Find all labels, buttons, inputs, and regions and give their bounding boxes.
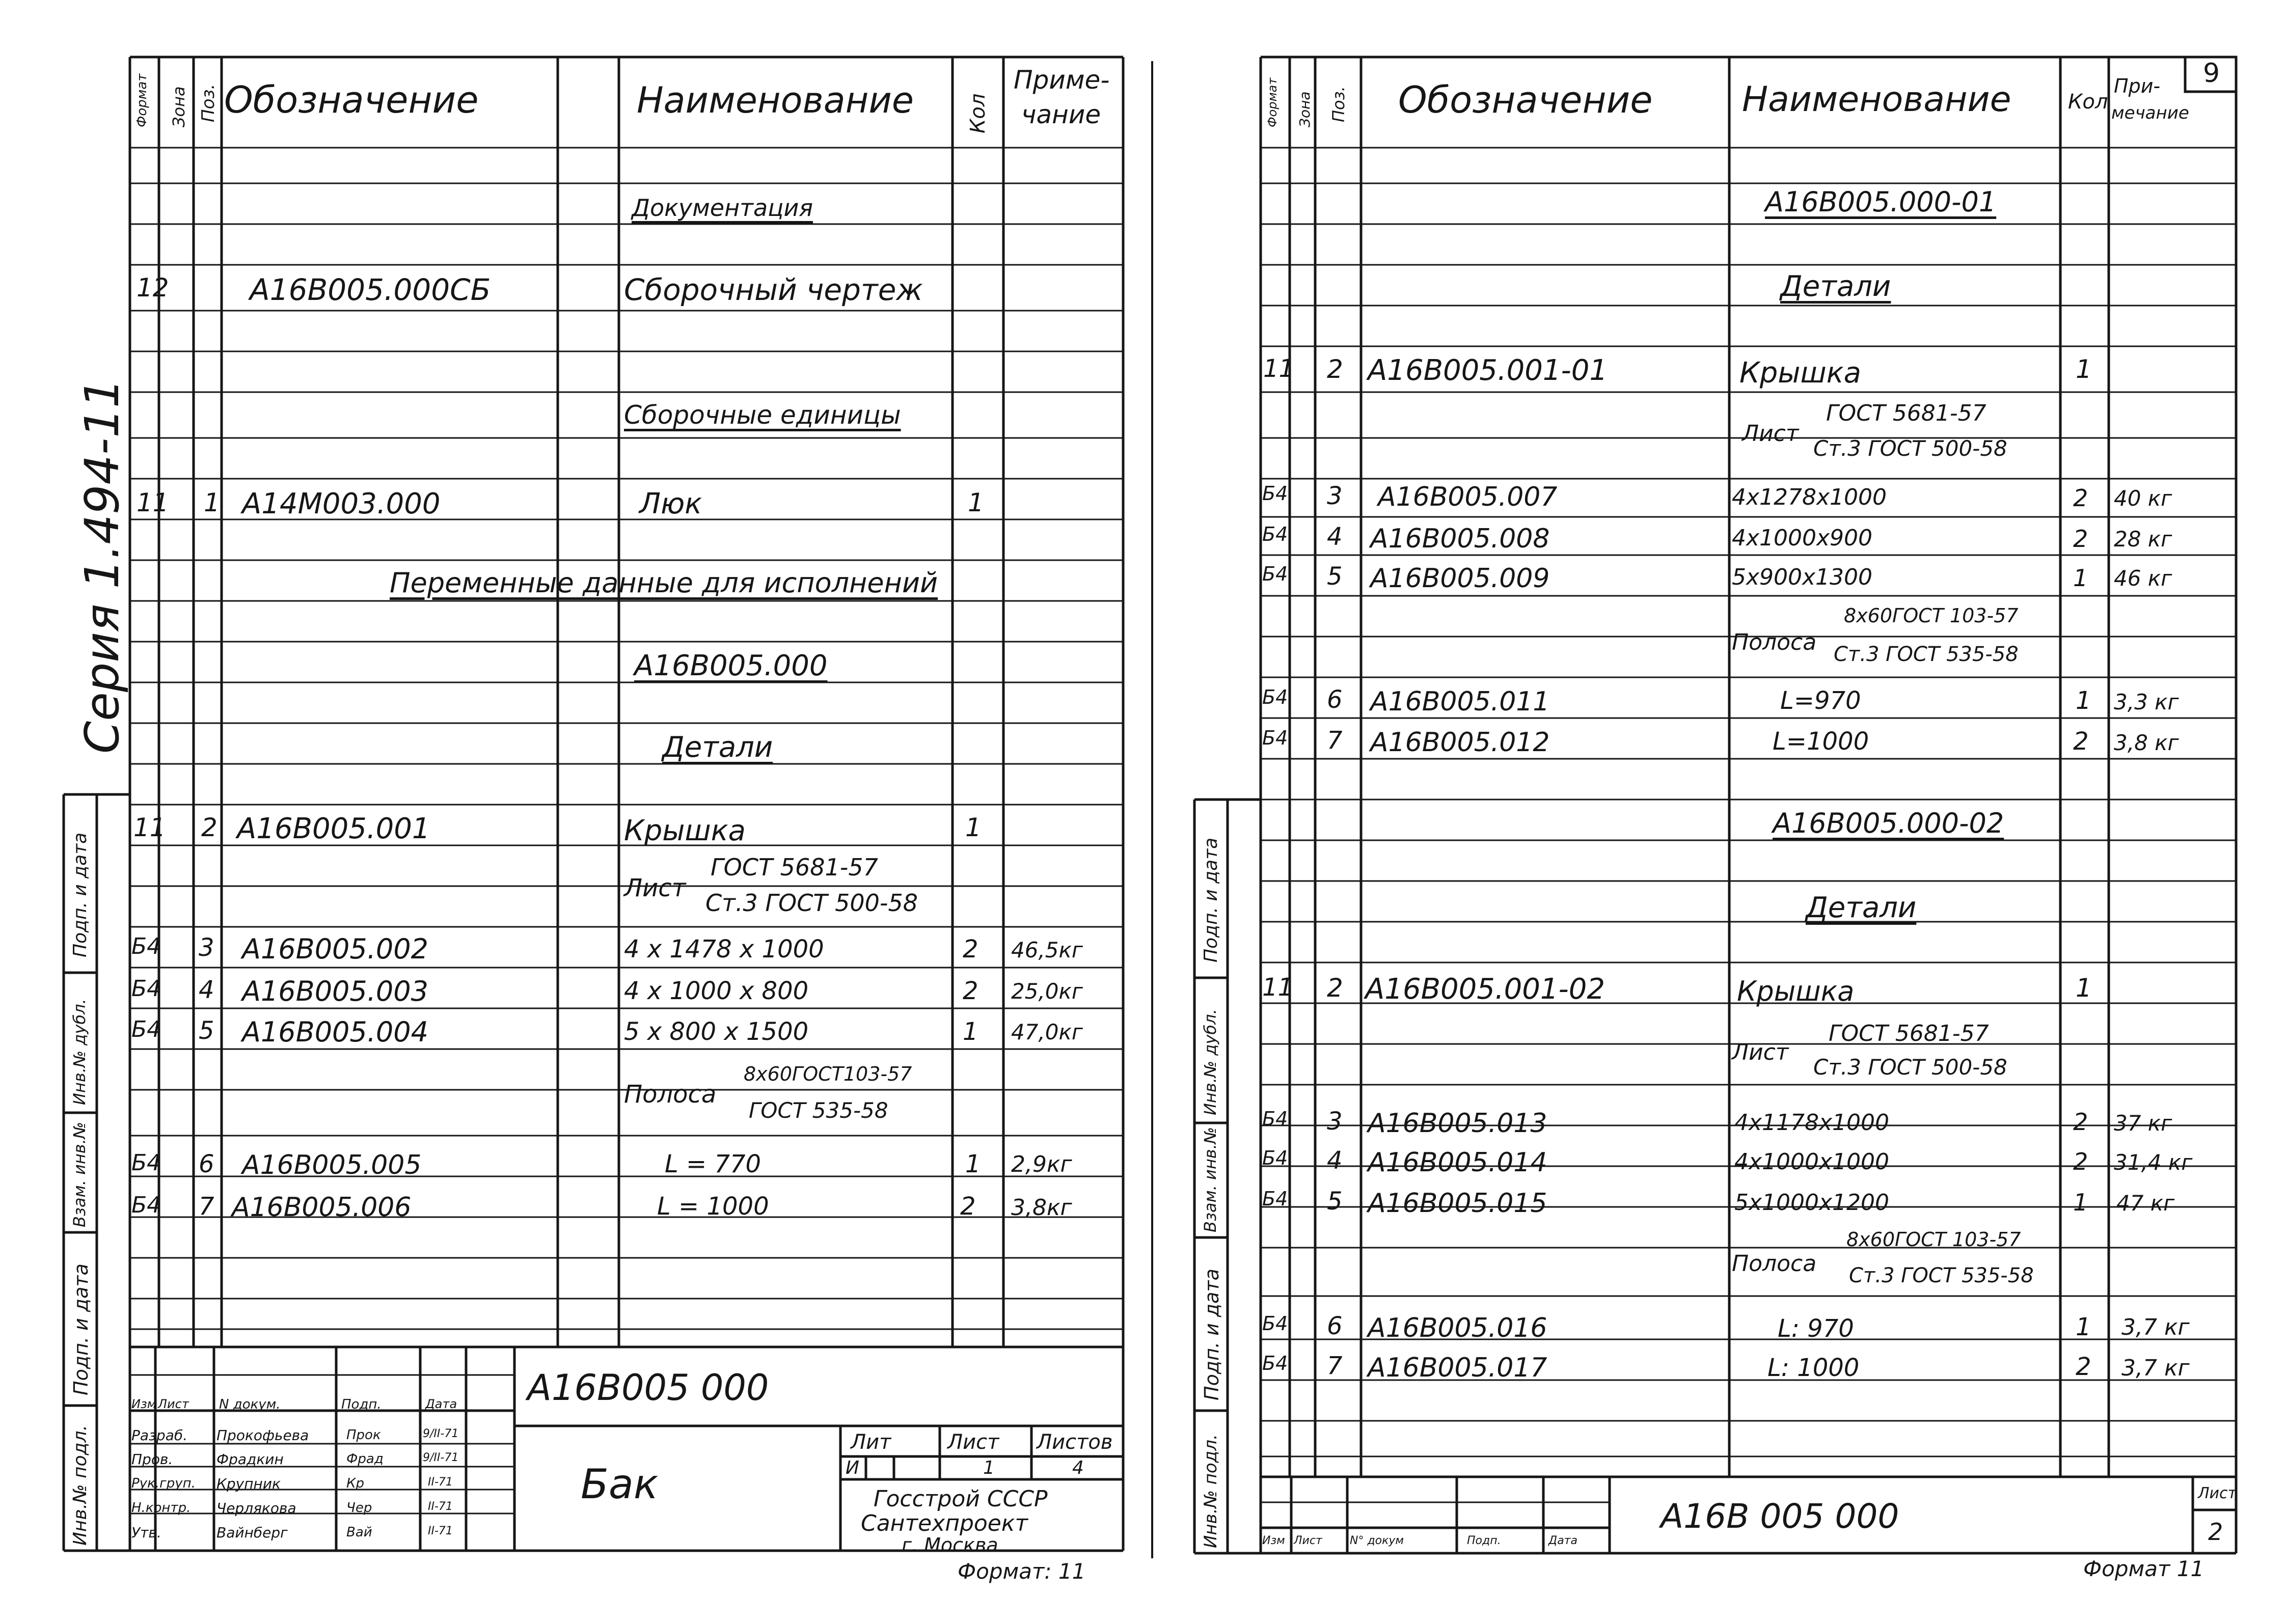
section-details: Детали bbox=[662, 731, 773, 764]
r-format-note: Формат 11 bbox=[2083, 1556, 2205, 1581]
r-row-7-designation: A16B005.009 bbox=[1370, 563, 1550, 594]
row-12-designation: A16B005.004 bbox=[242, 1016, 429, 1048]
tb-date-0: 9/II-71 bbox=[423, 1427, 459, 1440]
header-pos: Поз. bbox=[198, 84, 219, 122]
header-note-2: чание bbox=[1021, 100, 1101, 129]
row-15-format: Б4 bbox=[131, 1192, 161, 1218]
tb-role-1: Пров. bbox=[131, 1451, 173, 1468]
r-side-label-dup-inv: Инв.№ дубл. bbox=[1201, 1009, 1220, 1115]
r-row-6-qty: 2 bbox=[2073, 525, 2088, 553]
side-label-dup-inv: Инв.№ дубл. bbox=[70, 999, 89, 1105]
row-8-designation: A16B005.001 bbox=[237, 812, 430, 845]
row-9-bottom: Ст.3 ГОСТ 500-58 bbox=[705, 889, 918, 917]
row-13-prefix: Полоса bbox=[624, 1080, 717, 1109]
row-12-qty: 1 bbox=[963, 1017, 978, 1046]
r-row-5-name: 4x1278x1000 bbox=[1732, 484, 1887, 510]
row-11-designation: A16B005.003 bbox=[242, 975, 429, 1007]
r-row-19-note: 3,7 кг bbox=[2121, 1314, 2190, 1340]
row-2-designation: A16B005.000CБ bbox=[250, 272, 491, 307]
r-row-8-top: 8x60ГОСТ 103-57 bbox=[1844, 604, 2019, 627]
r-row-17-pos: 5 bbox=[1327, 1187, 1343, 1216]
r-section-details-2: Детали bbox=[1806, 891, 1917, 924]
r-row-15-format: Б4 bbox=[1262, 1108, 1288, 1130]
r-row-10-pos: 7 bbox=[1327, 726, 1343, 755]
r-row-19-designation: A16B005.016 bbox=[1368, 1313, 1547, 1343]
r-row-17-name: 5x1000x1200 bbox=[1734, 1190, 1890, 1216]
row-10-pos: 3 bbox=[199, 933, 214, 962]
row-10-note: 46,5кг bbox=[1011, 938, 1083, 962]
tb-role-4: Утв. bbox=[131, 1524, 161, 1541]
tb-sheets-value: 4 bbox=[1072, 1457, 1084, 1478]
r-row-14-top: ГОСТ 5681-57 bbox=[1829, 1021, 1989, 1047]
row-11-format: Б4 bbox=[131, 976, 161, 1002]
r-row-18-prefix: Полоса bbox=[1732, 1251, 1817, 1277]
r-row-7-format: Б4 bbox=[1262, 563, 1288, 585]
section-assembly-units: Сборочные единицы bbox=[624, 400, 901, 430]
header-designation: Обозначение bbox=[224, 78, 479, 121]
row-14-name: L = 770 bbox=[665, 1150, 761, 1178]
title-product-name: Бак bbox=[581, 1461, 659, 1508]
tb-org-2: Сантехпроект bbox=[861, 1510, 1028, 1536]
r-row-9-note: 3,3 кг bbox=[2114, 690, 2179, 714]
r-row-20-format: Б4 bbox=[1262, 1352, 1288, 1374]
row-15-pos: 7 bbox=[199, 1192, 214, 1221]
r-row-7-note: 46 кг bbox=[2114, 566, 2172, 591]
r-section-details-1: Детали bbox=[1780, 270, 1891, 303]
row-9-prefix: Лист bbox=[624, 874, 686, 902]
row-15-note: 3,8кг bbox=[1011, 1195, 1072, 1221]
r-row-18-top: 8x60ГОСТ 103-57 bbox=[1846, 1228, 2021, 1251]
r-row-19-format: Б4 bbox=[1262, 1312, 1288, 1335]
tb-person-0: Прокофьева bbox=[216, 1427, 309, 1444]
tb-col-date: Дата bbox=[425, 1397, 457, 1411]
row-12-note: 47,0кг bbox=[1011, 1020, 1083, 1044]
r-row-3-designation: A16B005.001-01 bbox=[1368, 354, 1608, 387]
header-name: Наименование bbox=[637, 79, 914, 121]
r-row-7-qty: 1 bbox=[2073, 564, 2088, 592]
row-4-name: Люк bbox=[639, 487, 702, 520]
row-15-designation: A16B005.006 bbox=[232, 1192, 412, 1223]
tb-sheet-value: 1 bbox=[983, 1457, 995, 1478]
tb-sign-4: Вай bbox=[346, 1525, 372, 1540]
tb-sign-2: Кр bbox=[346, 1476, 364, 1491]
r-row-7-pos: 5 bbox=[1327, 562, 1343, 591]
r-row-16-designation: A16B005.014 bbox=[1368, 1147, 1547, 1178]
header-note-1: Приме- bbox=[1014, 65, 1110, 95]
tb-date-2: II-71 bbox=[428, 1476, 453, 1489]
r-row-10-qty: 2 bbox=[2073, 727, 2089, 756]
r-row-7-name: 5x900x1300 bbox=[1732, 564, 1873, 590]
row-15-qty: 2 bbox=[960, 1192, 976, 1221]
row-12-name: 5 x 800 x 1500 bbox=[624, 1017, 809, 1046]
r-row-18-bottom: Ст.3 ГОСТ 535-58 bbox=[1849, 1264, 2034, 1287]
r-row-5-pos: 3 bbox=[1327, 482, 1343, 510]
r-row-15-qty: 2 bbox=[2073, 1108, 2088, 1136]
r-row-3-qty: 1 bbox=[2076, 354, 2092, 384]
title-doc-number: A16B005 000 bbox=[527, 1367, 769, 1409]
r-row-6-designation: A16B005.008 bbox=[1370, 524, 1550, 554]
r-row-6-name: 4x1000x900 bbox=[1732, 525, 1873, 551]
tb-date-1: 9/II-71 bbox=[423, 1451, 459, 1464]
r-row-10-designation: A16B005.012 bbox=[1370, 727, 1550, 758]
r-row-4-top: ГОСТ 5681-57 bbox=[1826, 400, 1986, 426]
r-row-6-format: Б4 bbox=[1262, 523, 1288, 545]
tb-person-2: Крупник bbox=[216, 1475, 281, 1492]
tb-org-1: Госстрой СССР bbox=[874, 1486, 1048, 1512]
section-documentation: Документация bbox=[632, 194, 813, 222]
r-row-20-designation: A16B005.017 bbox=[1368, 1353, 1547, 1383]
r-row-3-format: 11 bbox=[1263, 354, 1295, 383]
r-row-5-designation: A16B005.007 bbox=[1378, 482, 1558, 512]
tb-role-3: Н.контр. bbox=[131, 1500, 191, 1516]
row-13-top: 8x60ГОСТ103-57 bbox=[744, 1063, 912, 1085]
r-side-label-sign-date-1: Подп. и дата bbox=[1201, 837, 1221, 962]
tb-col-sheet: Лист bbox=[158, 1397, 189, 1411]
r-header-name: Наименование bbox=[1742, 79, 2011, 120]
r-row-20-name: L: 1000 bbox=[1767, 1354, 1860, 1382]
row-10-name: 4 x 1478 x 1000 bbox=[624, 935, 824, 964]
row-13-bottom: ГОСТ 535-58 bbox=[749, 1098, 888, 1123]
format-note: Формат: 11 bbox=[958, 1559, 1086, 1584]
r-row-5-note: 40 кг bbox=[2114, 486, 2172, 511]
tb-sheet-label: Лист bbox=[947, 1430, 999, 1454]
r-row-17-format: Б4 bbox=[1262, 1188, 1288, 1210]
r-row-13-qty: 1 bbox=[2076, 973, 2092, 1003]
r-header-note-2: мечание bbox=[2111, 103, 2189, 123]
side-label-sign-date-2: Подп. и дата bbox=[70, 1263, 92, 1395]
r-side-label-orig-inv: Инв.№ подл. bbox=[1201, 1434, 1221, 1548]
r-row-16-name: 4x1000x1000 bbox=[1734, 1149, 1890, 1175]
side-label-replace-inv: Взам. инв.№ bbox=[70, 1121, 89, 1227]
r-row-9-qty: 1 bbox=[2076, 686, 2091, 715]
row-10-format: Б4 bbox=[131, 933, 161, 959]
r-side-label-replace-inv: Взам. инв.№ bbox=[1201, 1126, 1220, 1232]
r-header-format: Формат bbox=[1265, 77, 1280, 127]
tb-col-change: Изм bbox=[131, 1397, 156, 1411]
r-row-10-name: L=1000 bbox=[1773, 727, 1869, 756]
tb-role-0: Разраб. bbox=[131, 1427, 188, 1444]
r-row-13-format: 11 bbox=[1262, 973, 1294, 1002]
tb-sheets-label: Листов bbox=[1037, 1430, 1113, 1454]
row-11-note: 25,0кг bbox=[1011, 979, 1083, 1004]
row-2-name: Сборочный чертеж bbox=[624, 272, 923, 307]
r-header-zone: Зона bbox=[1296, 91, 1313, 127]
r-section-variant-01: A16B005.000-01 bbox=[1765, 186, 1997, 218]
r-row-15-note: 37 кг bbox=[2114, 1111, 2172, 1136]
tb-person-3: Черлякова bbox=[216, 1500, 296, 1517]
r-tb-col-change: Изм bbox=[1262, 1534, 1285, 1547]
row-8-format: 11 bbox=[133, 813, 166, 842]
r-row-9-pos: 6 bbox=[1327, 685, 1343, 714]
r-tb-sheet-label: Лист bbox=[2198, 1484, 2237, 1502]
row-8-name: Крышка bbox=[624, 814, 746, 847]
r-row-15-pos: 3 bbox=[1327, 1107, 1343, 1136]
tb-sign-0: Прок bbox=[346, 1427, 381, 1443]
r-row-15-name: 4x1178x1000 bbox=[1734, 1110, 1890, 1136]
row-8-qty: 1 bbox=[965, 813, 982, 842]
r-row-3-name: Крышка bbox=[1739, 356, 1861, 390]
r-row-6-note: 28 кг bbox=[2114, 527, 2172, 552]
row-11-pos: 4 bbox=[199, 976, 214, 1004]
r-row-14-bottom: Ст.3 ГОСТ 500-58 bbox=[1813, 1055, 2007, 1080]
r-side-label-sign-date-2: Подп. и дата bbox=[1201, 1269, 1223, 1400]
r-row-8-prefix: Полоса bbox=[1732, 629, 1817, 655]
tb-sign-1: Фрад bbox=[346, 1451, 384, 1467]
r-row-9-format: Б4 bbox=[1262, 686, 1288, 708]
tb-date-3: II-71 bbox=[428, 1500, 453, 1513]
section-variable-data: Переменные данные для исполнений bbox=[390, 567, 938, 599]
row-4-qty: 1 bbox=[968, 488, 984, 517]
side-label-sign-date-1: Подп. и дата bbox=[70, 832, 91, 957]
tb-col-sign: Подп. bbox=[341, 1397, 382, 1412]
tb-sign-3: Чер bbox=[346, 1500, 372, 1516]
r-row-9-designation: A16B005.011 bbox=[1370, 686, 1550, 717]
section-variant-000: A16B005.000 bbox=[634, 649, 828, 682]
r-row-17-note: 47 кг bbox=[2116, 1191, 2175, 1216]
r-tb-sheet-value: 2 bbox=[2208, 1518, 2223, 1546]
r-row-10-format: Б4 bbox=[1262, 727, 1288, 749]
row-11-name: 4 x 1000 x 800 bbox=[624, 977, 809, 1005]
r-row-16-note: 31,4 кг bbox=[2114, 1150, 2193, 1175]
row-14-note: 2,9кг bbox=[1011, 1151, 1072, 1177]
tb-date-4: II-71 bbox=[428, 1525, 453, 1537]
r-row-19-pos: 6 bbox=[1327, 1312, 1343, 1340]
row-14-designation: A16B005.005 bbox=[242, 1150, 422, 1180]
r-header-designation: Обозначение bbox=[1398, 78, 1653, 121]
series-label: Серия 1.494-11 bbox=[75, 378, 129, 754]
side-label-orig-inv: Инв.№ подл. bbox=[70, 1425, 91, 1546]
r-row-17-qty: 1 bbox=[2073, 1189, 2088, 1216]
r-row-14-prefix: Лист bbox=[1732, 1039, 1789, 1065]
tb-lit-label: Лит bbox=[851, 1430, 891, 1454]
r-title-doc-number: A16B 005 000 bbox=[1661, 1497, 1899, 1536]
row-4-format: 11 bbox=[137, 488, 169, 517]
r-row-13-designation: A16B005.001-02 bbox=[1365, 973, 1605, 1006]
r-row-20-qty: 2 bbox=[2076, 1353, 2091, 1381]
header-zone: Зона bbox=[169, 86, 188, 127]
r-row-20-pos: 7 bbox=[1327, 1352, 1343, 1380]
r-row-20-note: 3,7 кг bbox=[2121, 1355, 2190, 1381]
row-10-qty: 2 bbox=[963, 935, 978, 964]
row-14-qty: 1 bbox=[965, 1150, 981, 1178]
row-9-top: ГОСТ 5681-57 bbox=[711, 854, 878, 881]
tb-lit-value: И bbox=[846, 1457, 859, 1478]
row-11-qty: 2 bbox=[963, 977, 978, 1005]
r-row-9-name: L=970 bbox=[1780, 686, 1861, 715]
row-2-format: 12 bbox=[137, 273, 169, 302]
r-section-variant-02: A16B005.000-02 bbox=[1773, 807, 2004, 839]
r-tb-col-sheet: Лист bbox=[1294, 1534, 1322, 1547]
r-row-17-designation: A16B005.015 bbox=[1368, 1188, 1547, 1219]
r-row-5-qty: 2 bbox=[2073, 484, 2088, 512]
tb-person-1: Фрадкин bbox=[216, 1451, 284, 1468]
r-row-10-note: 3,8 кг bbox=[2114, 730, 2179, 755]
header-format: Формат bbox=[134, 73, 150, 127]
r-row-16-qty: 2 bbox=[2073, 1148, 2088, 1175]
row-14-format: Б4 bbox=[131, 1150, 161, 1176]
r-row-3-pos: 2 bbox=[1327, 354, 1343, 384]
tb-person-4: Вайнберг bbox=[216, 1524, 288, 1541]
r-header-pos: Поз. bbox=[1329, 86, 1348, 122]
r-row-16-format: Б4 bbox=[1262, 1147, 1288, 1169]
r-row-4-prefix: Лист bbox=[1742, 421, 1799, 447]
row-4-pos: 1 bbox=[204, 488, 220, 517]
r-row-5-format: Б4 bbox=[1262, 482, 1288, 505]
r-row-4-bottom: Ст.3 ГОСТ 500-58 bbox=[1813, 436, 2007, 461]
r-tb-col-docnum: N° докум bbox=[1350, 1534, 1404, 1547]
row-15-name: L = 1000 bbox=[657, 1192, 769, 1221]
page-number: 9 bbox=[2203, 58, 2220, 89]
row-10-designation: A16B005.002 bbox=[242, 933, 429, 965]
r-row-19-name: L: 970 bbox=[1778, 1314, 1854, 1343]
r-header-note-1: При- bbox=[2114, 75, 2161, 97]
r-tb-col-date: Дата bbox=[1548, 1534, 1577, 1547]
r-row-19-qty: 1 bbox=[2076, 1313, 2091, 1341]
row-12-format: Б4 bbox=[131, 1016, 161, 1042]
row-8-pos: 2 bbox=[201, 813, 217, 842]
row-12-pos: 5 bbox=[199, 1016, 214, 1045]
header-qty: Кол bbox=[966, 93, 990, 133]
row-14-pos: 6 bbox=[199, 1150, 214, 1178]
row-4-designation: A14M003.000 bbox=[242, 487, 441, 520]
r-header-qty: Кол bbox=[2068, 90, 2108, 114]
r-row-16-pos: 4 bbox=[1327, 1146, 1343, 1175]
r-row-13-pos: 2 bbox=[1327, 973, 1343, 1003]
r-row-13-name: Крышка bbox=[1737, 975, 1855, 1007]
r-row-15-designation: A16B005.013 bbox=[1368, 1108, 1547, 1139]
r-row-8-bottom: Ст.3 ГОСТ 535-58 bbox=[1834, 643, 2019, 666]
r-row-6-pos: 4 bbox=[1327, 522, 1343, 551]
r-tb-col-sign: Подп. bbox=[1467, 1534, 1501, 1547]
tb-role-2: Рук.груп. bbox=[131, 1476, 196, 1491]
tb-col-docnum: N докум. bbox=[219, 1397, 281, 1412]
tb-org-3: г. Москва bbox=[902, 1534, 998, 1556]
